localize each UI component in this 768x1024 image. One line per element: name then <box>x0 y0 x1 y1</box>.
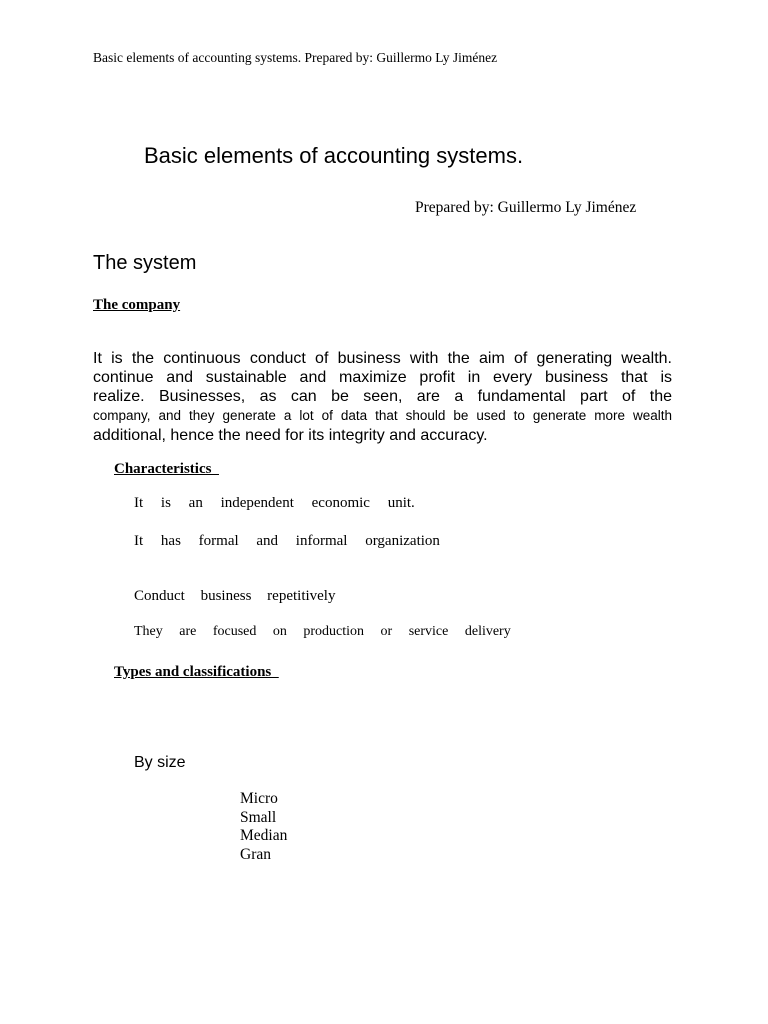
size-item: Small <box>240 808 277 826</box>
size-item: Median <box>240 827 288 844</box>
characteristic-item: Conduct business repetitively <box>134 588 336 604</box>
size-item: Gran <box>240 845 271 863</box>
size-item: Micro <box>240 790 278 807</box>
document-title: Basic elements of accounting systems. <box>144 143 524 168</box>
company-subheading: The company <box>93 297 181 313</box>
paragraph-line: continue and sustainable and maximize profit in every business that is <box>93 369 672 386</box>
by-size-label: By size <box>134 754 186 771</box>
paragraph-line: additional, hence the need for its integrity and accuracy. <box>93 427 488 444</box>
size-list <box>240 790 287 864</box>
section-heading: The system <box>93 252 197 274</box>
types-heading: Types and classifications <box>114 664 279 680</box>
company-paragraph <box>93 349 672 445</box>
paragraph-line: It is the continuous conduct of business with the aim of generating wealth. <box>93 350 672 367</box>
characteristic-item: It is an independent economic unit. <box>134 495 415 511</box>
characteristic-item: They are focused on production or service delivery <box>134 624 511 639</box>
prepared-by: Prepared by: Guillermo Ly Jiménez <box>415 199 637 216</box>
running-header: Basic elements of accounting systems. Prepared by: Guillermo Ly Jiménez <box>93 50 498 65</box>
characteristic-item: It has formal and informal organization <box>134 533 440 549</box>
characteristics-heading: Characteristics <box>114 461 219 477</box>
paragraph-line: realize. Businesses, as can be seen, are a fundamental part of the <box>93 388 672 405</box>
paragraph-line: company, and they generate a lot of data that should be used to generate more wealth <box>93 408 672 423</box>
